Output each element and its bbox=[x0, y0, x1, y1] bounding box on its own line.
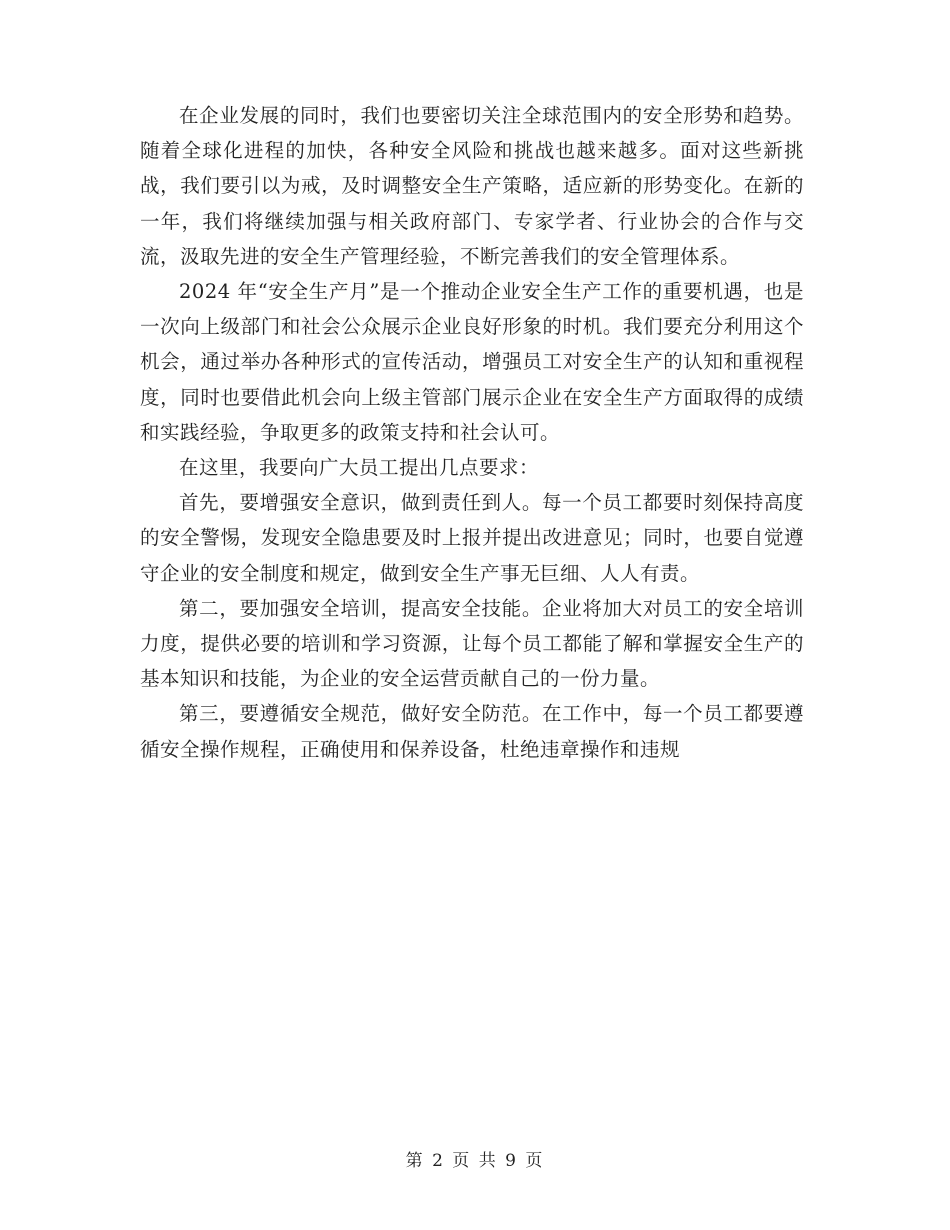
paragraph-requirement-second: 第二，要加强安全培训，提高安全技能。企业将加大对员工的安全培训力度，提供必要的培训和学习资源，让每个员工都能了解和掌握安全生产的基本知识和技能，为企业的安全运营贡献自己的一份力量。 bbox=[140, 596, 804, 691]
paragraph-safety-month-2024: 2024 年“安全生产月”是一个推动企业安全生产工作的重要机遇，也是一次向上级部门和社会公众展示企业良好形象的时机。我们要充分利用这个机会，通过举办各种形式的宣传活动，增强员工对安全生产的认知和重视程度，同时也要借此机会向上级主管部门展示企业在安全生产方面取得的成绩和实践经验，争取更多的政策支持和社会认可。 bbox=[140, 280, 804, 444]
page-number-footer: 第 2 页 共 9 页 bbox=[405, 1151, 545, 1171]
document-body bbox=[140, 98, 804, 767]
paragraph-global-security-trends: 在企业发展的同时，我们也要密切关注全球范围内的安全形势和趋势。随着全球化进程的加快，各种安全风险和挑战也越来越多。面对这些新挑战，我们要引以为戒，及时调整安全生产策略，适应新的形势变化。在新的一年，我们将继续加强与相关政府部门、专家学者、行业协会的合作与交流，汲取先进的安全生产管理经验，不断完善我们的安全管理体系。 bbox=[140, 104, 804, 268]
paragraph-requirement-third: 第三，要遵循安全规范，做好安全防范。在工作中，每一个员工都要遵循安全操作规程，正确使用和保养设备，杜绝违章操作和违规 bbox=[140, 702, 804, 761]
paragraph-requirement-first: 首先，要增强安全意识，做到责任到人。每一个员工都要时刻保持高度的安全警惕，发现安全隐患要及时上报并提出改进意见；同时，也要自觉遵守企业的安全制度和规定，做到安全生产事无巨细、人人有责。 bbox=[140, 491, 804, 585]
paragraph-requirements-intro: 在这里，我要向广大员工提出几点要求： bbox=[179, 456, 540, 480]
